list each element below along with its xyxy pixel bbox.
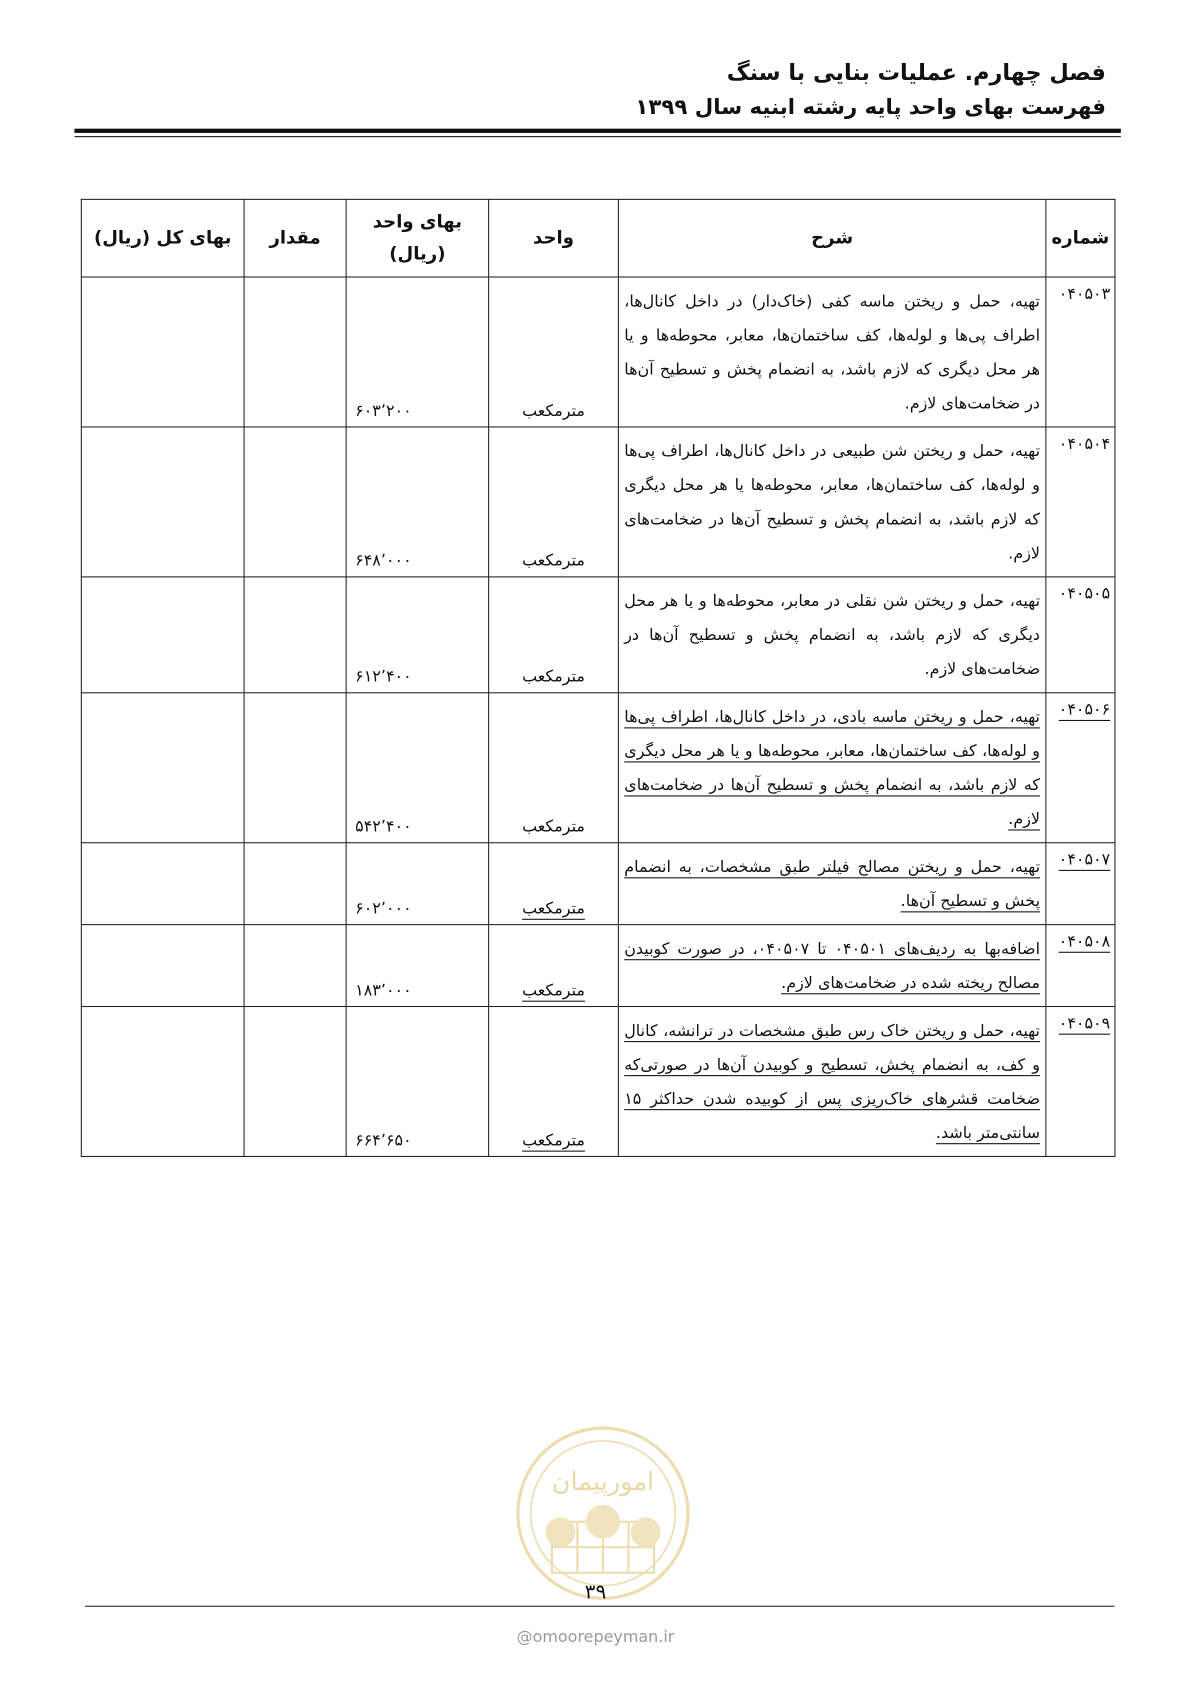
item-quantity-cell[interactable] [244, 577, 346, 693]
website-url[interactable]: @omoorepeyman.ir [516, 1627, 675, 1647]
unit-label: مترمکعب [522, 980, 585, 1000]
item-unit-price: ۶۴۸٬۰۰۰ [346, 427, 488, 577]
unit-label: مترمکعب [522, 816, 585, 836]
table-row [81, 427, 1115, 577]
item-quantity-cell[interactable] [244, 693, 346, 843]
item-quantity-cell[interactable] [244, 843, 346, 925]
item-number-text: ۰۴۰۵۰۹ [1058, 1013, 1111, 1033]
column-header-quantity: مقدار [244, 199, 346, 277]
item-number [1046, 843, 1115, 925]
item-unit-price: ۶۰۳٬۲۰۰ [346, 277, 488, 427]
column-header-total-price: بهای کل (ریال) [81, 199, 244, 277]
price-list-title: فهرست بهای واحد پایه رشته ابنیه سال ۱۳۹۹ [635, 93, 1106, 120]
unit-price-header-line1: بهای واحد [372, 211, 463, 233]
item-unit-price: ۶۶۴٬۶۵۰ [346, 1007, 488, 1157]
item-quantity-cell[interactable] [244, 925, 346, 1007]
page-number: ۳۹ [584, 1580, 607, 1604]
item-description [618, 693, 1045, 843]
item-quantity-cell[interactable] [244, 277, 346, 427]
header-rule-thin [74, 136, 1120, 137]
table-row [81, 693, 1115, 843]
item-unit [489, 693, 619, 843]
table-row [81, 925, 1115, 1007]
item-description-text: تهیه، حمل و ریختن ماسه بادی، در داخل کانال‌ها، اطراف پی‌ها و لوله‌ها، کف ساختمان‌ها، معابر، محوطه‌ها و یا هر محل دیگری که لازم باشد، به انضمام پخش و تسطیح آن‌ها در ضخامت‌های لازم. [624, 707, 1041, 829]
item-number-text: ۰۴۰۵۰۸ [1058, 931, 1111, 951]
unit-label: مترمکعب [522, 550, 585, 570]
item-description: تهیه، حمل و ریختن ماسه کفی (خاک‌دار) در داخل کانال‌ها، اطراف پی‌ها و لوله‌ها، کف ساختمان‌ها، معابر، محوطه‌ها و یا هر محل دیگری که لازم باشد، به انضمام پخش و تسطیح آن‌ها در ضخامت‌های لازم. [618, 277, 1045, 427]
column-header-unit-price [346, 199, 488, 277]
item-unit [489, 1007, 619, 1157]
item-quantity-cell[interactable] [244, 1007, 346, 1157]
unit-label: مترمکعب [522, 666, 585, 686]
item-total-cell[interactable] [81, 277, 244, 427]
column-header-unit: واحد [489, 199, 619, 277]
unit-label: مترمکعب [522, 1130, 585, 1150]
header-rule-thick [74, 129, 1120, 133]
item-number: ۰۴۰۵۰۵ [1046, 577, 1115, 693]
logo-script: امورپیمان [551, 1466, 655, 1497]
item-unit-price: ۶۰۲٬۰۰۰ [346, 843, 488, 925]
item-number-text: ۰۴۰۵۰۷ [1058, 849, 1111, 869]
item-description [618, 1007, 1045, 1157]
item-unit [489, 427, 619, 577]
item-description: تهیه، حمل و ریختن شن نقلی در معابر، محوطه‌ها و یا هر محل دیگری که لازم باشد، به انضمام پخش و تسطیح آن‌ها در ضخامت‌های لازم. [618, 577, 1045, 693]
item-number: ۰۴۰۵۰۴ [1046, 427, 1115, 577]
item-description-text: اضافه‌بها به ردیف‌های ۰۴۰۵۰۱ تا ۰۴۰۵۰۷، در صورت کوبیدن مصالح ریخته شده در ضخامت‌های لازم. [624, 938, 1041, 993]
unit-price-header-line2: (ریال) [389, 243, 446, 265]
item-total-cell[interactable] [81, 843, 244, 925]
table-header-row [81, 199, 1115, 277]
item-number [1046, 1007, 1115, 1157]
chapter-title: فصل چهارم. عملیات بنایی با سنگ [726, 59, 1106, 86]
item-unit-price: ۱۸۳٬۰۰۰ [346, 925, 488, 1007]
item-number: ۰۴۰۵۰۳ [1046, 277, 1115, 427]
table-row [81, 1007, 1115, 1157]
item-unit [489, 925, 619, 1007]
table-row [81, 577, 1115, 693]
price-table [81, 199, 1116, 1157]
watermark-logo [509, 1420, 696, 1607]
item-total-cell[interactable] [81, 577, 244, 693]
item-unit [489, 843, 619, 925]
item-unit-price: ۵۴۲٬۴۰۰ [346, 693, 488, 843]
item-description [618, 843, 1045, 925]
item-unit [489, 577, 619, 693]
item-description: تهیه، حمل و ریختن شن طبیعی در داخل کانال‌ها، اطراف پی‌ها و لوله‌ها، کف ساختمان‌ها، معابر، محوطه‌ها یا هر محل دیگری که لازم باشد، به انضمام پخش و تسطیح آن‌ها در ضخامت‌های لازم. [618, 427, 1045, 577]
column-header-description: شرح [618, 199, 1045, 277]
item-number [1046, 925, 1115, 1007]
item-total-cell[interactable] [81, 693, 244, 843]
item-number [1046, 693, 1115, 843]
item-number-text: ۰۴۰۵۰۶ [1058, 699, 1111, 719]
item-unit-price: ۶۱۲٬۴۰۰ [346, 577, 488, 693]
table-row [81, 843, 1115, 925]
item-description [618, 925, 1045, 1007]
table-row [81, 277, 1115, 427]
item-total-cell[interactable] [81, 925, 244, 1007]
unit-label: مترمکعب [522, 898, 585, 918]
item-description-text: تهیه، حمل و ریختن مصالح فیلتر طبق مشخصات، به انضمام پخش و تسطیح آن‌ها. [624, 857, 1041, 911]
column-header-number: شماره [1046, 199, 1115, 277]
item-quantity-cell[interactable] [244, 427, 346, 577]
page-header [85, 55, 1106, 123]
footer-rule [85, 1606, 1114, 1607]
item-total-cell[interactable] [81, 427, 244, 577]
item-description-text: تهیه، حمل و ریختن خاک رس طبق مشخصات در ترانشه، کانال و کف، به انضمام پخش، تسطیح و کوبیدن آن‌ها در صورتی‌که ضخامت قشرهای خاک‌ریزی پس از کوبیده شدن حداکثر ۱۵ سانتی‌متر باشد. [624, 1020, 1041, 1143]
unit-label: مترمکعب [522, 400, 585, 421]
item-unit [489, 277, 619, 427]
item-total-cell[interactable] [81, 1007, 244, 1157]
